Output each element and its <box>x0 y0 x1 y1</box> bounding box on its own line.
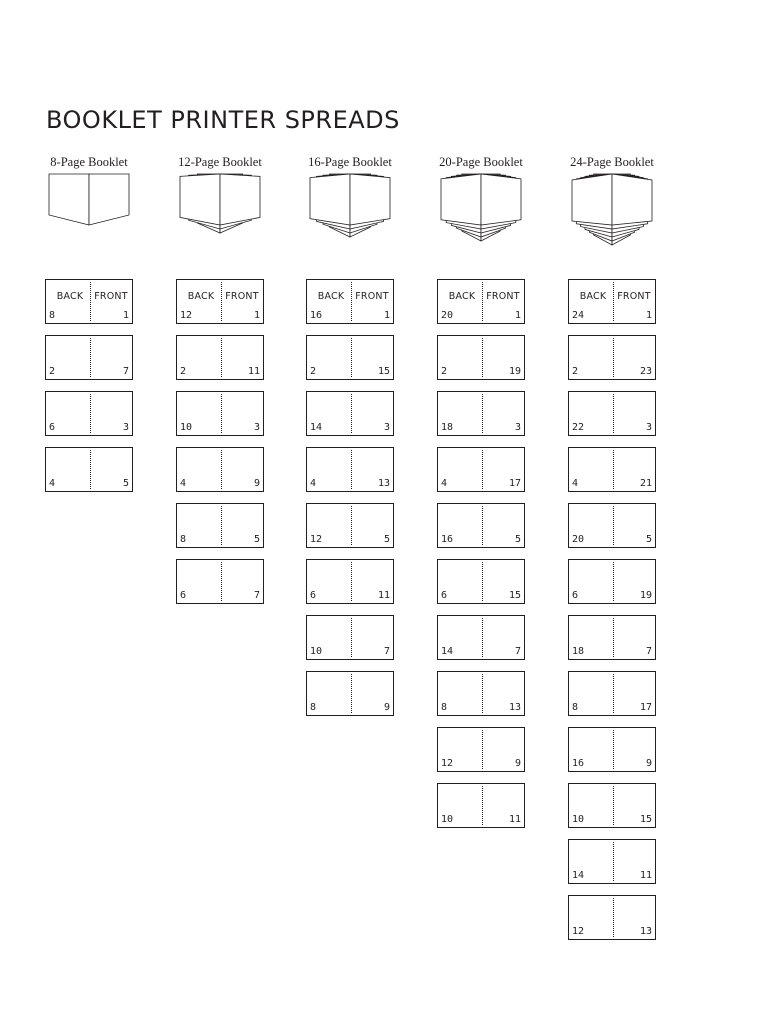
right-page-number: 11 <box>377 590 390 601</box>
booklet-page-shape <box>310 174 350 225</box>
spread-sheet <box>306 615 394 660</box>
spread-sheet <box>568 839 656 884</box>
fold-line <box>221 450 222 489</box>
left-page-number: 20 <box>441 310 454 321</box>
right-page-number: 13 <box>377 478 390 489</box>
left-page-number: 6 <box>441 590 448 601</box>
spread-sheet <box>437 391 525 436</box>
spread-sheet <box>437 279 525 324</box>
back-label: BACK <box>579 291 607 302</box>
right-page-number: 5 <box>514 534 521 545</box>
fold-line <box>613 282 614 321</box>
right-page-number: 7 <box>383 646 390 657</box>
right-page-number: 23 <box>639 366 652 377</box>
fold-line <box>351 506 352 545</box>
left-page-number: 2 <box>310 366 317 377</box>
spread-sheet <box>306 391 394 436</box>
fold-line <box>613 394 614 433</box>
fold-line <box>613 674 614 713</box>
front-label: FRONT <box>617 291 651 302</box>
fold-line <box>90 394 91 433</box>
right-page-number: 5 <box>645 534 652 545</box>
booklet-page-shape <box>612 174 652 225</box>
spread-sheet <box>568 391 656 436</box>
fold-line <box>482 786 483 825</box>
spread-sheet <box>45 447 133 492</box>
right-page-number: 3 <box>122 422 129 433</box>
left-page-number: 14 <box>310 422 323 433</box>
spread-sheet <box>568 783 656 828</box>
left-page-number: 8 <box>441 702 448 713</box>
fold-line <box>613 842 614 881</box>
left-page-number: 22 <box>572 422 585 433</box>
back-label: BACK <box>317 291 345 302</box>
right-page-number: 3 <box>383 422 390 433</box>
fold-line <box>90 282 91 321</box>
booklet-label: 16-Page Booklet <box>308 155 392 169</box>
booklet-page-shape <box>89 174 129 225</box>
left-page-number: 2 <box>572 366 579 377</box>
booklet-page-shape <box>481 174 521 225</box>
back-label: BACK <box>448 291 476 302</box>
spread-sheet <box>306 671 394 716</box>
booklet-label: 8-Page Booklet <box>50 155 128 169</box>
spread-sheet <box>306 335 394 380</box>
left-page-number: 4 <box>572 478 579 489</box>
right-page-number: 1 <box>383 310 390 321</box>
right-page-number: 1 <box>514 310 521 321</box>
left-page-number: 8 <box>180 534 187 545</box>
left-page-number: 8 <box>310 702 317 713</box>
open-booklet-icon <box>43 168 135 248</box>
right-page-number: 5 <box>253 534 260 545</box>
right-page-number: 9 <box>645 758 652 769</box>
spread-sheet <box>568 279 656 324</box>
fold-line <box>221 506 222 545</box>
open-booklet-icon <box>174 168 266 248</box>
spread-sheet <box>176 279 264 324</box>
spread-sheet <box>568 895 656 940</box>
left-page-number: 14 <box>572 870 585 881</box>
fold-line <box>221 562 222 601</box>
spread-sheet <box>306 279 394 324</box>
fold-line <box>613 338 614 377</box>
spread-sheet <box>45 335 133 380</box>
spread-sheet <box>437 447 525 492</box>
fold-line <box>351 394 352 433</box>
open-booklet-icon <box>435 168 527 248</box>
left-page-number: 6 <box>310 590 317 601</box>
right-page-number: 15 <box>508 590 521 601</box>
right-page-number: 9 <box>514 758 521 769</box>
spread-sheet <box>437 615 525 660</box>
front-label: FRONT <box>225 291 259 302</box>
spread-sheet <box>437 671 525 716</box>
spread-sheet <box>176 391 264 436</box>
right-page-number: 7 <box>122 366 129 377</box>
spread-sheet <box>437 335 525 380</box>
right-page-number: 1 <box>645 310 652 321</box>
fold-line <box>482 394 483 433</box>
left-page-number: 4 <box>310 478 317 489</box>
front-label: FRONT <box>486 291 520 302</box>
fold-line <box>482 282 483 321</box>
spread-sheet <box>176 335 264 380</box>
open-booklet-icon <box>566 168 658 248</box>
left-page-number: 24 <box>572 310 585 321</box>
spread-sheet <box>45 391 133 436</box>
spread-sheet <box>176 447 264 492</box>
left-page-number: 10 <box>180 422 193 433</box>
right-page-number: 7 <box>645 646 652 657</box>
spread-sheet <box>176 559 264 604</box>
left-page-number: 6 <box>572 590 579 601</box>
fold-line <box>351 562 352 601</box>
right-page-number: 11 <box>508 814 521 825</box>
left-page-number: 12 <box>441 758 454 769</box>
fold-line <box>351 450 352 489</box>
right-page-number: 15 <box>639 814 652 825</box>
fold-line <box>90 338 91 377</box>
left-page-number: 2 <box>49 366 56 377</box>
fold-line <box>482 618 483 657</box>
fold-line <box>482 450 483 489</box>
fold-line <box>613 506 614 545</box>
left-page-number: 12 <box>572 926 585 937</box>
back-label: BACK <box>56 291 84 302</box>
spread-sheet <box>176 503 264 548</box>
fold-line <box>482 674 483 713</box>
booklet-page-shape <box>572 174 612 225</box>
fold-line <box>482 730 483 769</box>
right-page-number: 17 <box>639 702 652 713</box>
fold-line <box>613 898 614 937</box>
fold-line <box>351 618 352 657</box>
left-page-number: 6 <box>180 590 187 601</box>
booklet-page-shape <box>49 174 89 225</box>
spread-sheet <box>568 559 656 604</box>
left-page-number: 2 <box>180 366 187 377</box>
right-page-number: 9 <box>383 702 390 713</box>
spread-sheet <box>568 671 656 716</box>
right-page-number: 11 <box>247 366 260 377</box>
left-page-number: 18 <box>441 422 454 433</box>
left-page-number: 16 <box>310 310 323 321</box>
spread-sheet <box>306 503 394 548</box>
left-page-number: 18 <box>572 646 585 657</box>
spread-sheet <box>568 503 656 548</box>
fold-line <box>351 674 352 713</box>
page-title: BOOKLET PRINTER SPREADS <box>46 106 400 134</box>
right-page-number: 17 <box>508 478 521 489</box>
fold-line <box>90 450 91 489</box>
fold-line <box>351 338 352 377</box>
booklet-label: 12-Page Booklet <box>178 155 262 169</box>
right-page-number: 7 <box>514 646 521 657</box>
spread-sheet <box>437 503 525 548</box>
spread-sheet <box>437 783 525 828</box>
spread-sheet <box>568 447 656 492</box>
left-page-number: 6 <box>49 422 56 433</box>
fold-line <box>613 450 614 489</box>
fold-line <box>482 562 483 601</box>
left-page-number: 12 <box>310 534 323 545</box>
fold-line <box>482 338 483 377</box>
fold-line <box>221 282 222 321</box>
spread-sheet <box>45 279 133 324</box>
right-page-number: 15 <box>377 366 390 377</box>
fold-line <box>613 618 614 657</box>
booklet-label: 24-Page Booklet <box>570 155 654 169</box>
spread-sheet <box>437 727 525 772</box>
right-page-number: 3 <box>253 422 260 433</box>
left-page-number: 10 <box>310 646 323 657</box>
fold-line <box>351 282 352 321</box>
left-page-number: 16 <box>441 534 454 545</box>
right-page-number: 21 <box>639 478 652 489</box>
right-page-number: 1 <box>122 310 129 321</box>
right-page-number: 1 <box>253 310 260 321</box>
fold-line <box>221 338 222 377</box>
booklet-page-shape <box>220 174 260 225</box>
left-page-number: 20 <box>572 534 585 545</box>
spread-sheet <box>568 727 656 772</box>
booklet-label: 20-Page Booklet <box>439 155 523 169</box>
spread-sheet <box>306 447 394 492</box>
open-booklet-icon <box>304 168 396 248</box>
fold-line <box>221 394 222 433</box>
left-page-number: 4 <box>441 478 448 489</box>
right-page-number: 11 <box>639 870 652 881</box>
left-page-number: 8 <box>49 310 56 321</box>
right-page-number: 19 <box>508 366 521 377</box>
left-page-number: 4 <box>49 478 56 489</box>
left-page-number: 2 <box>441 366 448 377</box>
front-label: FRONT <box>94 291 128 302</box>
right-page-number: 3 <box>514 422 521 433</box>
left-page-number: 4 <box>180 478 187 489</box>
right-page-number: 5 <box>122 478 129 489</box>
right-page-number: 13 <box>639 926 652 937</box>
right-page-number: 13 <box>508 702 521 713</box>
right-page-number: 3 <box>645 422 652 433</box>
left-page-number: 10 <box>572 814 585 825</box>
booklet-page-shape <box>180 174 220 225</box>
spread-sheet <box>306 559 394 604</box>
spread-sheet <box>437 559 525 604</box>
left-page-number: 16 <box>572 758 585 769</box>
spread-sheet <box>568 615 656 660</box>
left-page-number: 12 <box>180 310 193 321</box>
booklet-page-shape <box>441 174 481 225</box>
right-page-number: 5 <box>383 534 390 545</box>
right-page-number: 9 <box>253 478 260 489</box>
left-page-number: 8 <box>572 702 579 713</box>
right-page-number: 7 <box>253 590 260 601</box>
fold-line <box>613 730 614 769</box>
right-page-number: 19 <box>639 590 652 601</box>
back-label: BACK <box>187 291 215 302</box>
front-label: FRONT <box>355 291 389 302</box>
left-page-number: 10 <box>441 814 454 825</box>
fold-line <box>613 786 614 825</box>
booklet-page-shape <box>350 174 390 225</box>
spread-sheet <box>568 335 656 380</box>
fold-line <box>482 506 483 545</box>
fold-line <box>613 562 614 601</box>
left-page-number: 14 <box>441 646 454 657</box>
